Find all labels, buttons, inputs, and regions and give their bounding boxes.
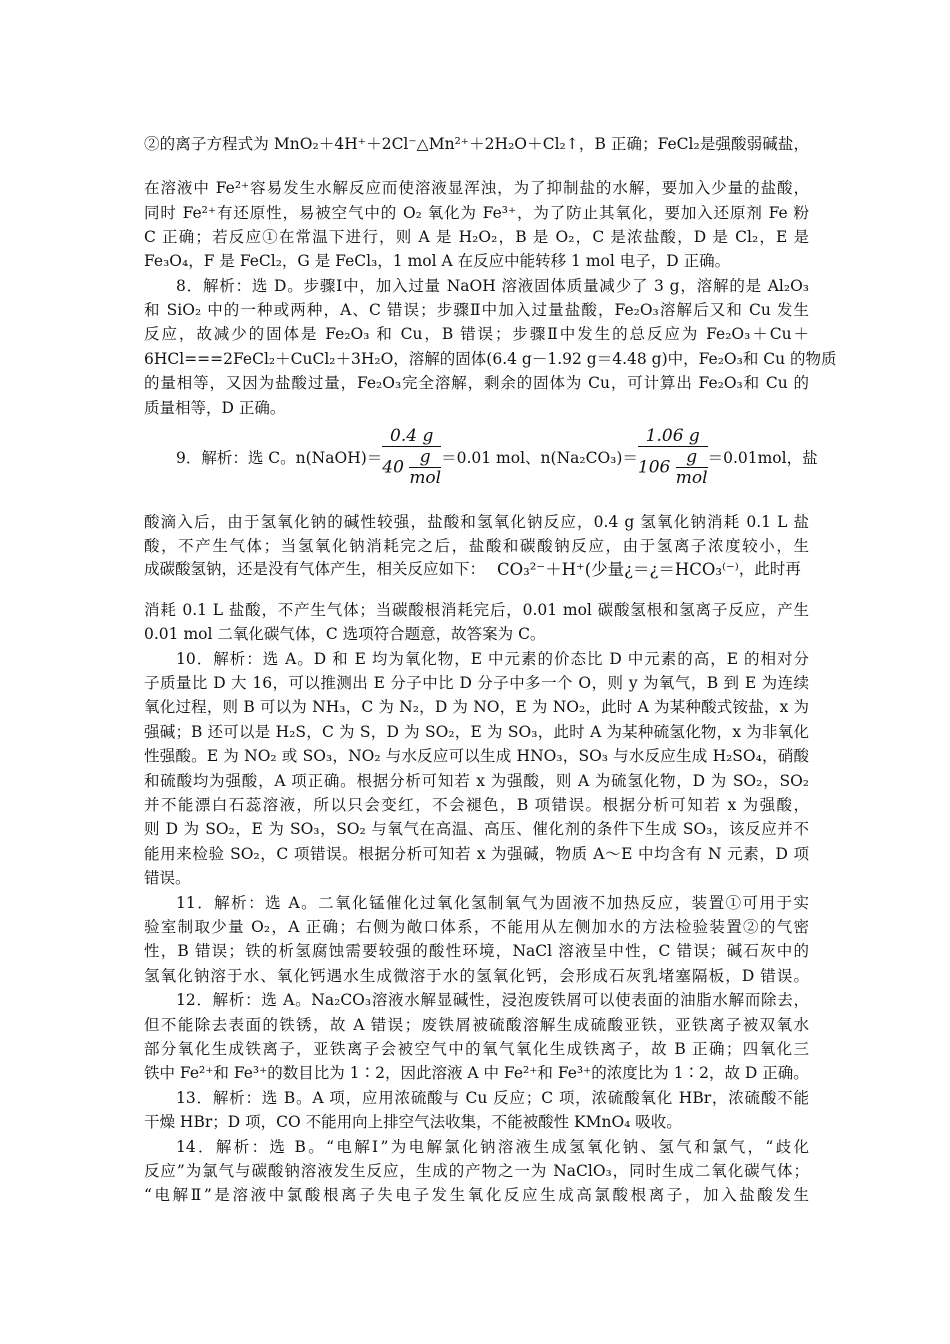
text-line: 错误。 [144,869,191,887]
text-line: 部分氧化生成铁离子，亚铁离子会被空气中的氧气氧化生成铁离子，故 B 正确；四氧化三 [144,1040,809,1058]
unit-denominator: mol [675,468,708,488]
text-line: 强碱；B 还可以是 H₂S，C 为 S，D 为 SO₂，E 为 SO₃，此时 A 为某种硫氢化物，x 为非氧化 [144,723,809,741]
text-line: ②的离子方程式为 MnO₂＋4H⁺＋2Cl⁻△Mn²⁺＋2H₂O＋Cl₂↑，B 正确；FeCl₂是强酸弱碱盐， [144,135,809,153]
text-line: 氧化过程，则 B 可以为 NH₃，C 为 N₂，D 为 NO，E 为 NO₂，此时 A 为某种酸式铵盐，x 为 [144,698,809,716]
q9b-tail: ，此时再 [738,560,801,578]
text-line: 能用来检验 SO₂，C 项错误。根据分析可知若 x 为强碱，物质 A～E 中均含有 N 元素，D 项 [144,845,809,863]
text-line: 子质量比 D 大 16，可以推测出 E 分子中比 D 分子中多一个 O，则 y 为氧气，B 到 E 为连续 [144,674,809,692]
text-line: 酸，不产生气体；当氢氧化钠消耗完之后，盐酸和碳酸钠反应，由于氢离子浓度较小，生 [144,537,809,555]
text-line: 验室制取少量 O₂，A 正确；右侧为敞口体系，不能用从左侧加水的方法检验装置②的气密 [144,918,809,936]
text-line: C 正确；若反应①在常温下进行，则 A 是 H₂O₂，B 是 O₂，C 是浓盐酸，D 是 Cl₂，E 是 [144,228,809,246]
unit-numerator: g [409,447,441,468]
fraction-naoh [382,426,441,488]
denominator-value: 106 [637,457,671,478]
text-line: 性，B 错误；铁的析氢腐蚀需要较强的酸性环境，NaCl 溶液呈中性，C 错误；碱石灰中的 [144,942,809,960]
q9-mid: ＝0.01 mol、n(Na₂CO₃)＝ [441,449,638,467]
text-line: 则 D 为 SO₂，E 为 SO₃，SO₂ 与氧气在高温、高压、催化剂的条件下生成 SO₃，该反应并不 [144,820,809,838]
text-line: 干燥 HBr；D 项，CO 不能用向上排空气法收集，不能被酸性 KMnO₄ 吸收。 [144,1113,682,1131]
reaction-equation: CO₃²⁻＋H⁺(少量¿＝¿＝HCO₃⁽⁻⁾ [497,560,739,579]
text-line: 8．解析：选 D。步骤Ⅰ中，加入过量 NaOH 溶液固体质量减少了 3 g，溶解的是 Al₂O₃ [176,277,809,295]
text-line: 14．解析：选 B。“电解Ⅰ”为电解氯化钠溶液生成氢氧化钠、氢气和氯气，“歧化 [176,1138,809,1156]
text-line: 反应”为氯气与碳酸钠溶液发生反应，生成的产物之一为 NaClO₃，同时生成二氧化碳气体； [144,1162,809,1180]
unit-fraction [676,447,708,488]
fraction-numerator: 1.06 g [638,426,708,447]
fraction-denominator [382,447,441,488]
text-line: 和硫酸均为强酸，A 项正确。根据分析可知若 x 为强酸，则 A 为硫氢化物，D 为 SO₂，SO₂ [144,772,809,790]
text-line: “电解Ⅱ”是溶液中氯酸根离子失电子发生氧化反应生成高氯酸根离子，加入盐酸发生 [144,1186,809,1204]
q9-reaction-line [144,550,809,586]
text-line: 11．解析：选 A。二氧化锰催化过氧化氢制氧气为固液不加热反应，装置①可用于实 [176,894,809,912]
fraction-na2co3 [638,426,708,488]
q9-suffix: ＝0.01mol，盐 [707,449,818,467]
text-line: 在溶液中 Fe²⁺容易发生水解反应而使溶液显浑浊，为了抑制盐的水解，要加入少量的盐酸， [144,179,809,197]
unit-fraction [409,447,441,488]
text-line: 13．解析：选 B。A 项，应用浓硫酸与 Cu 反应；C 项，浓硫酸氧化 HBr，浓硫酸不能 [176,1089,809,1107]
text-line: 和 SiO₂ 中的一种或两种，A、C 错误；步骤Ⅱ中加入过量盐酸，Fe₂O₃溶解后又和 Cu 发生 [144,301,809,319]
text-line: Fe₃O₄，F 是 FeCl₂，G 是 FeCl₃，1 mol A 在反应中能转移 1 mol 电子，D 正确。 [144,252,731,270]
q9-prefix: 9．解析：选 C。n(NaOH)＝ [176,449,383,467]
denominator-value: 40 [382,457,404,478]
q9b-text: 成碳酸氢钠，还是没有气体产生，相关反应如下： [144,560,486,578]
text-line: 同时 Fe²⁺有还原性，易被空气中的 O₂ 氧化为 Fe³⁺，为了防止其氧化，要加入还原剂 Fe 粉 [144,204,809,222]
text-line: 的量相等，又因为盐酸过量，Fe₂O₃完全溶解，剩余的固体为 Cu，可计算出 Fe₂O₃和 Cu 的 [144,374,809,392]
text-line: 反应，故减少的固体是 Fe₂O₃ 和 Cu，B 错误；步骤Ⅱ中发生的总反应为 Fe₂O₃＋Cu＋ [144,325,809,343]
text-line: 氢氧化钠溶于水、氧化钙遇水生成微溶于水的氢氧化钙，会形成石灰乳堵塞隔板，D 错误。 [144,967,809,985]
text-line: 性强酸。E 为 NO₂ 或 SO₃，NO₂ 与水反应可以生成 HNO₃，SO₃ 与水反应生成 H₂SO₄，硝酸 [144,747,809,765]
text-line: 质量相等，D 正确。 [144,399,286,417]
fraction-denominator [638,447,708,488]
q9-formula-line [176,424,818,490]
text-line: 12．解析：选 A。Na₂CO₃溶液水解显碱性，浸泡废铁屑可以使表面的油脂水解而除去， [176,991,809,1009]
text-line: 0.01 mol 二氧化碳气体，C 选项符合题意，故答案为 C。 [144,625,546,643]
text-line: 6HCl===2FeCl₂＋CuCl₂＋3H₂O，溶解的固体(6.4 g－1.92 g＝4.48 g)中，Fe₂O₃和 Cu 的物质 [144,350,837,368]
text-line: 10．解析：选 A。D 和 E 均为氧化物，E 中元素的价态比 D 中元素的高，E 的相对分 [176,650,809,668]
unit-numerator: g [676,447,708,468]
text-line: 酸滴入后，由于氢氧化钠的碱性较强，盐酸和氢氧化钠反应，0.4 g 氢氧化钠消耗 0.1 L 盐 [144,513,809,531]
text-line: 消耗 0.1 L 盐酸，不产生气体；当碳酸根消耗完后，0.01 mol 碳酸氢根和氢离子反应，产生 [144,601,809,619]
text-line: 并不能漂白石蕊溶液，所以只会变红，不会褪色，B 项错误。根据分析可知若 x 为强酸， [144,796,809,814]
text-line: 但不能除去表面的铁锈，故 A 错误；废铁屑被硫酸溶解生成硫酸亚铁，亚铁离子被双氧水 [144,1016,809,1034]
fraction-numerator: 0.4 g [382,426,441,447]
unit-denominator: mol [409,468,442,488]
text-line: 铁中 Fe²⁺和 Fe³⁺的数目比为 1∶2，因此溶液 A 中 Fe²⁺和 Fe³⁺的浓度比为 1∶2，故 D 正确。 [144,1064,809,1082]
